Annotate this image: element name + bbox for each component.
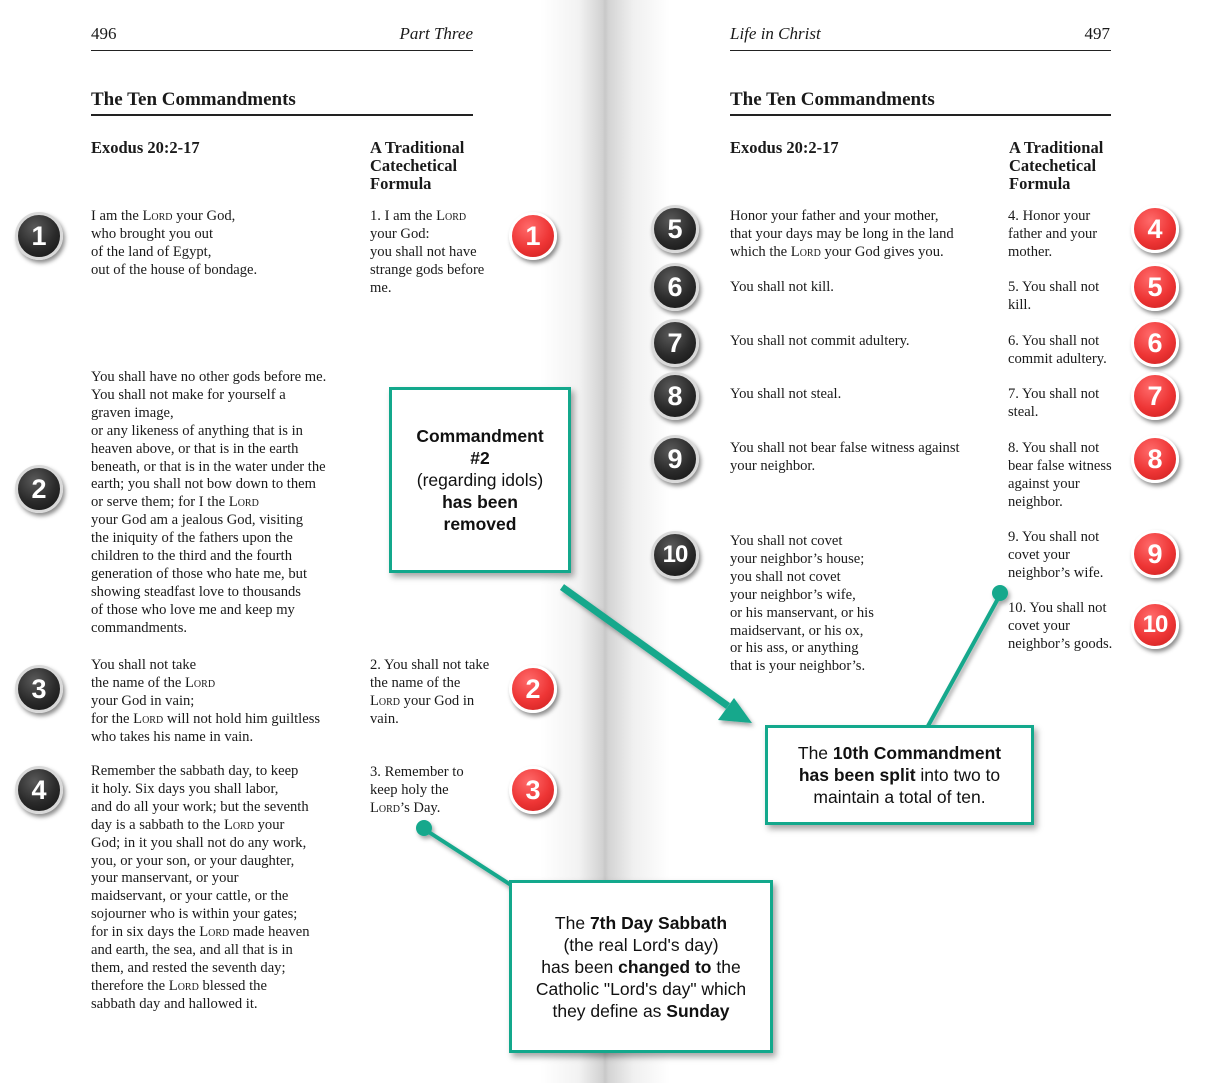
small-caps-lord: Lord <box>185 674 216 691</box>
exodus-text: You shall not commit adultery. <box>730 333 910 349</box>
left-col2-header: A Traditional Catechetical Formula <box>370 138 465 193</box>
left-badge-5: 5 <box>651 205 699 253</box>
callout-sabbath-changed <box>509 880 773 1053</box>
exodus-text: Honor your father and your mother, that your days may be long in the land which the Lord your God gives you. <box>730 208 954 260</box>
right-badge-4: 4 <box>1131 205 1179 253</box>
connector-to-10th <box>928 595 1000 726</box>
left-badge-4: 4 <box>15 766 63 814</box>
small-caps-lord: Lord <box>168 977 199 994</box>
small-caps-lord: Lord <box>370 692 401 709</box>
formula-text: 8. You shall not bear false witness against your neighbor. <box>1008 440 1112 510</box>
right-badge-9: 9 <box>1131 530 1179 578</box>
left-badge-2: 2 <box>15 465 63 513</box>
right-badge-6: 6 <box>1131 319 1179 367</box>
small-caps-lord: Lord <box>199 924 230 941</box>
left-page-number: 496 <box>91 24 117 43</box>
callout-idols-removed <box>389 387 571 573</box>
formula-text: 3. Remember to keep holy the Lord’s Day. <box>370 764 464 816</box>
right-running-head: Life in Christ <box>730 24 821 43</box>
left-badge-3: 3 <box>15 665 63 713</box>
exodus-text: I am the Lord your God, who brought you out of the land of Egypt, out of the house of bondage. <box>91 208 258 278</box>
small-caps-lord: Lord <box>370 799 401 816</box>
bold-phrase: 7th Day Sabbath <box>589 912 728 933</box>
left-badge-7: 7 <box>651 319 699 367</box>
small-caps-lord: Lord <box>133 710 164 727</box>
exodus-text: You shall have no other gods before me. You shall not make for yourself a graven image, or any likeness of anything that is in heaven above, or that is in the earth beneath, or that is in the water under the earth; you shall not bow down to them or serve them; for I the Lord your God am a jealous God, visiting the iniquity of the fathers upon the children to the third and the fourth generation of those who hate me, but showing steadfast love to thousands of those who love me and keep my commandments. <box>91 369 327 636</box>
right-col2-header: A Traditional Catechetical Formula <box>1009 138 1104 193</box>
right-badge-5: 5 <box>1131 263 1179 311</box>
left-badge-6: 6 <box>651 263 699 311</box>
bold-phrase: #2 <box>470 448 490 468</box>
bold-phrase: Sunday <box>666 1000 730 1021</box>
formula-text: 1. I am the Lord your God: you shall not have strange gods before me. <box>370 208 485 296</box>
small-caps-lord: Lord <box>228 494 259 511</box>
bold-phrase: Commandment <box>416 426 544 446</box>
bold-phrase: changed to <box>618 956 712 977</box>
right-col1-header: Exodus 20:2-17 <box>730 138 839 157</box>
connector-to-lords-day <box>424 829 514 887</box>
formula-text: 7. You shall not steal. <box>1008 386 1100 420</box>
formula-text: 10. You shall not covet your neighbor’s goods. <box>1008 600 1113 652</box>
exodus-text: You shall not steal. <box>730 386 842 402</box>
bold-phrase: removed <box>443 514 517 534</box>
left-running-head: Part Three <box>399 24 473 43</box>
small-caps-lord: Lord <box>142 208 173 224</box>
callout-sabbath-text: The 7th Day Sabbath (the real Lord's day) has been changed to the Catholic "Lord's day" which they define as Sunday <box>535 912 747 1021</box>
formula-text: 6. You shall not commit adultery. <box>1008 333 1107 367</box>
bold-phrase: has been <box>442 492 518 512</box>
callout-tenth-split <box>765 725 1034 825</box>
bold-phrase: 10th Commandment <box>832 743 1002 763</box>
formula-text: 4. Honor your father and your mother. <box>1008 208 1098 260</box>
left-badge-9: 9 <box>651 435 699 483</box>
left-section-title: The Ten Commandments <box>91 89 296 110</box>
small-caps-lord: Lord <box>223 816 254 833</box>
right-badge-10: 10 <box>1131 601 1179 649</box>
formula-text: 2. You shall not take the name of the Lord your God in vain. <box>370 657 490 727</box>
callout-split-text: The 10th Commandment has been split into two to maintain a total of ten. <box>797 743 1002 807</box>
right-badge-3: 3 <box>509 766 557 814</box>
left-col1-header: Exodus 20:2-17 <box>91 138 200 157</box>
left-badge-1: 1 <box>15 212 63 260</box>
formula-text: 5. You shall not kill. <box>1008 279 1100 313</box>
exodus-text: You shall not kill. <box>730 279 834 295</box>
connector-dot-icon <box>416 820 432 836</box>
left-badge-10: 10 <box>651 531 699 579</box>
formula-text: 9. You shall not covet your neighbor’s wife. <box>1008 529 1104 581</box>
exodus-text: Remember the sabbath day, to keep it holy. Six days you shall labor, and do all your work; but the seventh day is a sabbath to the Lord your God; in it you shall not do any work, you, or your son, or your daughter, your manservant, or your maidservant, or your cattle, or the sojourner who is within your gates; for in six days the Lord made heaven and earth, the sea, and all that is in them, and rested the seventh day; therefore the Lord blessed the sabbath day and hallowed it. <box>91 763 310 1012</box>
small-caps-lord: Lord <box>436 208 467 224</box>
right-badge-2: 2 <box>509 665 557 713</box>
right-badge-1: 1 <box>509 212 557 260</box>
right-badge-7: 7 <box>1131 372 1179 420</box>
exodus-text: You shall not covet your neighbor’s house; you shall not covet your neighbor’s wife, or his manservant, or his maidservant, or his ox, or his ass, or anything that is your neighbor’s. <box>730 533 874 675</box>
arrow-to-split-callout <box>562 587 728 706</box>
connector-dot-icon <box>992 585 1008 601</box>
left-badge-8: 8 <box>651 372 699 420</box>
right-badge-8: 8 <box>1131 435 1179 483</box>
right-section-title: The Ten Commandments <box>730 89 935 110</box>
exodus-text: You shall not bear false witness against your neighbor. <box>730 440 960 474</box>
small-caps-lord: Lord <box>790 243 821 260</box>
right-page-number: 497 <box>1084 24 1110 43</box>
exodus-text: You shall not take the name of the Lord your God in vain; for the Lord will not hold him guiltless who takes his name in vain. <box>91 657 321 745</box>
callout-idols-text: Commandment #2 (regarding idols) has been removed <box>416 426 544 534</box>
bold-phrase: has been split <box>798 765 916 785</box>
